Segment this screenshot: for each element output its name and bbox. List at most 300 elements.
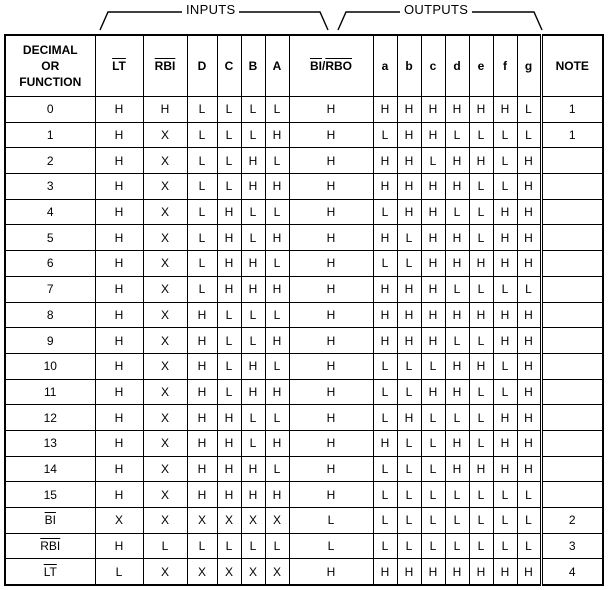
table-cell: L [397,508,421,534]
table-cell: L [493,276,517,302]
table-cell: L [217,302,241,328]
table-cell: H [421,174,445,200]
table-cell: H [187,456,217,482]
table-cell: L [517,276,541,302]
table-cell: H [95,533,143,559]
table-cell: H [517,251,541,277]
table-cell: L [445,122,469,148]
table-cell: L [445,405,469,431]
table-cell: L [517,508,541,534]
f-output-header: f [493,35,517,97]
table-row [5,559,603,585]
c-output-header: c [421,35,445,97]
table-cell: L [493,379,517,405]
table-cell: L [445,199,469,225]
table-cell: H [289,482,373,508]
table-cell: H [241,148,265,174]
table-cell: X [143,302,187,328]
table-cell: L [397,482,421,508]
row-label: 2 [5,148,95,174]
table-cell: H [421,97,445,123]
table-cell: H [289,456,373,482]
table-cell: L [469,174,493,200]
table-cell: H [445,174,469,200]
table-cell: L [95,559,143,585]
table-cell: L [265,251,289,277]
table-cell: X [143,405,187,431]
table-cell: L [373,456,397,482]
table-cell: L [373,405,397,431]
bi-rbo-header: $\overline{BI}/\overline{RBO}$ [289,35,373,97]
table-cell: L [217,148,241,174]
note-cell [541,199,603,225]
table-cell: L [421,482,445,508]
note-cell [541,251,603,277]
table-cell: L [241,533,265,559]
row-label: 3 [5,174,95,200]
table-row [5,225,603,251]
table-cell: H [445,353,469,379]
table-cell: H [469,148,493,174]
table-cell: L [187,276,217,302]
b-output-header: b [397,35,421,97]
table-cell: X [143,353,187,379]
table-cell: L [469,482,493,508]
truth-table [4,34,604,586]
table-cell: L [493,533,517,559]
rbi-header: $\overline{RBI}$ [143,35,187,97]
table-cell: H [265,482,289,508]
table-cell: H [397,174,421,200]
table-cell: X [143,148,187,174]
table-cell: L [421,405,445,431]
row-label: 8 [5,302,95,328]
row-label: 1 [5,122,95,148]
table-cell: H [187,405,217,431]
d-input-header: D [187,35,217,97]
table-cell: H [517,456,541,482]
table-cell: H [241,174,265,200]
note-cell: 1 [541,122,603,148]
table-cell: L [421,148,445,174]
table-cell: H [217,199,241,225]
table-row [5,533,603,559]
table-cell: H [421,225,445,251]
table-cell: H [289,430,373,456]
table-cell: H [289,199,373,225]
table-cell: H [265,122,289,148]
table-cell: X [143,251,187,277]
table-cell: L [187,225,217,251]
table-row [5,199,603,225]
table-cell: H [95,174,143,200]
table-cell: H [397,328,421,354]
table-cell: L [445,533,469,559]
table-cell: X [265,559,289,585]
table-cell: L [373,508,397,534]
truth-table-body [5,97,603,586]
table-cell: L [397,533,421,559]
table-cell: H [397,122,421,148]
row-label: 14 [5,456,95,482]
table-cell: H [265,174,289,200]
table-cell: H [517,225,541,251]
table-cell: L [421,533,445,559]
table-cell: H [493,430,517,456]
table-cell: L [241,122,265,148]
note-cell [541,456,603,482]
table-cell: H [289,302,373,328]
lt-header: $\overline{LT}$ [95,35,143,97]
table-cell: L [517,122,541,148]
note-cell: 4 [541,559,603,585]
table-cell: X [143,482,187,508]
table-cell: H [187,302,217,328]
table-cell: H [289,122,373,148]
table-cell: H [517,199,541,225]
table-cell: X [143,225,187,251]
table-cell: L [187,122,217,148]
b-input-header: B [241,35,265,97]
table-cell: H [469,353,493,379]
table-row [5,405,603,431]
table-cell: L [265,353,289,379]
note-cell [541,276,603,302]
table-cell: L [373,533,397,559]
header-row [5,35,603,97]
note-cell [541,328,603,354]
table-cell: H [373,97,397,123]
table-cell: H [95,456,143,482]
table-cell: H [421,302,445,328]
table-cell: X [143,559,187,585]
table-row [5,508,603,534]
row-label: 6 [5,251,95,277]
table-cell: H [517,430,541,456]
table-cell: H [95,353,143,379]
table-cell: L [187,251,217,277]
row-label: 0 [5,97,95,123]
table-cell: L [397,456,421,482]
table-cell: H [493,559,517,585]
table-cell: L [493,353,517,379]
table-row [5,276,603,302]
table-cell: H [265,328,289,354]
note-cell: 2 [541,508,603,534]
row-label: 9 [5,328,95,354]
table-cell: L [445,328,469,354]
table-cell: L [373,251,397,277]
table-cell: L [421,353,445,379]
table-cell: L [517,533,541,559]
table-cell: L [265,199,289,225]
table-cell: L [397,353,421,379]
table-row [5,353,603,379]
table-cell: H [187,379,217,405]
table-cell: H [517,328,541,354]
row-label: 13 [5,430,95,456]
table-cell: L [143,533,187,559]
table-cell: L [265,533,289,559]
table-cell: H [95,405,143,431]
table-cell: X [95,508,143,534]
table-row [5,430,603,456]
decimal-function-header: DECIMAL OR FUNCTION [5,35,95,97]
row-label: $\overline{RBI}$ [5,533,95,559]
table-cell: H [517,148,541,174]
table-cell: H [217,456,241,482]
table-cell: H [469,97,493,123]
table-cell: L [373,353,397,379]
table-cell: L [373,122,397,148]
table-cell: L [241,328,265,354]
row-label: 12 [5,405,95,431]
table-cell: H [493,199,517,225]
note-cell [541,379,603,405]
table-cell: H [517,559,541,585]
table-cell: L [469,225,493,251]
table-cell: H [289,379,373,405]
table-cell: X [143,174,187,200]
table-cell: H [493,328,517,354]
table-cell: H [217,251,241,277]
table-cell: H [95,199,143,225]
table-cell: L [265,302,289,328]
table-cell: H [289,328,373,354]
table-cell: H [421,559,445,585]
row-label: 7 [5,276,95,302]
note-header: NOTE [541,35,603,97]
table-cell: L [241,302,265,328]
table-cell: L [493,174,517,200]
d-output-header: d [445,35,469,97]
table-cell: L [469,199,493,225]
table-cell: H [241,456,265,482]
table-row [5,328,603,354]
table-cell: H [445,148,469,174]
a-input-header: A [265,35,289,97]
table-cell: H [493,225,517,251]
table-cell: L [241,430,265,456]
note-cell [541,353,603,379]
table-cell: H [187,353,217,379]
note-cell: 1 [541,97,603,123]
table-cell: L [397,379,421,405]
table-cell: H [445,97,469,123]
table-cell: L [469,328,493,354]
table-cell: L [493,148,517,174]
table-cell: X [143,430,187,456]
table-row [5,97,603,123]
table-cell: H [217,430,241,456]
g-output-header: g [517,35,541,97]
table-cell: H [265,225,289,251]
table-row [5,148,603,174]
table-row [5,302,603,328]
table-cell: X [217,508,241,534]
table-cell: H [289,148,373,174]
table-cell: L [187,199,217,225]
table-cell: L [373,379,397,405]
table-cell: L [517,482,541,508]
table-cell: L [493,482,517,508]
table-cell: L [469,122,493,148]
table-cell: L [397,430,421,456]
table-row [5,174,603,200]
table-cell: H [445,251,469,277]
table-cell: L [373,199,397,225]
table-cell: L [445,508,469,534]
note-cell [541,430,603,456]
note-cell [541,148,603,174]
table-cell: H [95,276,143,302]
table-cell: H [397,405,421,431]
table-cell: H [445,456,469,482]
table-cell: H [445,430,469,456]
table-cell: H [517,174,541,200]
table-cell: H [469,559,493,585]
table-cell: H [493,302,517,328]
table-cell: H [517,353,541,379]
table-cell: H [421,276,445,302]
table-cell: L [265,405,289,431]
table-row [5,251,603,277]
note-cell [541,225,603,251]
row-label: $\overline{LT}$ [5,559,95,585]
table-cell: H [289,559,373,585]
table-cell: X [143,456,187,482]
table-cell: H [397,302,421,328]
table-cell: H [469,302,493,328]
table-cell: L [289,508,373,534]
table-cell: X [143,328,187,354]
table-cell: H [373,559,397,585]
table-cell: H [95,97,143,123]
table-cell: X [143,122,187,148]
table-row [5,122,603,148]
table-cell: L [421,430,445,456]
table-row [5,456,603,482]
table-cell: L [217,353,241,379]
table-cell: H [95,430,143,456]
table-cell: L [217,97,241,123]
table-cell: H [217,405,241,431]
table-cell: L [517,97,541,123]
a-output-header: a [373,35,397,97]
row-label: 15 [5,482,95,508]
table-cell: H [397,276,421,302]
table-cell: L [469,533,493,559]
table-cell: X [187,559,217,585]
table-cell: H [517,302,541,328]
table-cell: L [187,174,217,200]
table-cell: L [493,122,517,148]
table-cell: L [289,533,373,559]
table-cell: X [241,508,265,534]
table-cell: L [217,533,241,559]
table-cell: H [217,482,241,508]
table-cell: H [95,302,143,328]
table-cell: H [143,97,187,123]
table-cell: H [241,276,265,302]
table-cell: L [217,122,241,148]
table-cell: H [397,148,421,174]
table-cell: H [469,251,493,277]
table-cell: L [373,482,397,508]
table-cell: L [241,225,265,251]
table-cell: H [421,122,445,148]
table-cell: L [265,148,289,174]
table-cell: L [241,97,265,123]
inputs-group-header [98,0,330,34]
table-cell: H [397,559,421,585]
table-cell: L [469,508,493,534]
table-cell: X [265,508,289,534]
table-cell: H [493,251,517,277]
note-cell [541,482,603,508]
table-cell: L [241,405,265,431]
table-cell: H [95,379,143,405]
table-cell: H [445,302,469,328]
table-cell: H [289,225,373,251]
table-cell: H [517,379,541,405]
table-cell: H [373,276,397,302]
table-cell: L [397,251,421,277]
table-cell: H [289,251,373,277]
table-cell: H [217,225,241,251]
table-cell: H [289,174,373,200]
table-cell: L [217,379,241,405]
table-cell: H [421,251,445,277]
table-cell: H [95,328,143,354]
row-label: $\overline{BI}$ [5,508,95,534]
c-input-header: C [217,35,241,97]
row-label: 5 [5,225,95,251]
table-cell: H [373,430,397,456]
table-cell: H [421,328,445,354]
table-cell: H [289,276,373,302]
table-cell: H [397,199,421,225]
table-row [5,482,603,508]
table-cell: X [241,559,265,585]
table-cell: L [187,148,217,174]
table-cell: H [397,97,421,123]
table-cell: L [469,379,493,405]
table-cell: H [421,379,445,405]
table-cell: H [517,405,541,431]
note-cell [541,302,603,328]
row-label: 10 [5,353,95,379]
table-cell: H [289,97,373,123]
outputs-label: OUTPUTS [400,2,472,17]
table-cell: L [469,430,493,456]
table-cell: H [493,456,517,482]
table-cell: H [289,405,373,431]
table-cell: H [95,122,143,148]
table-cell: H [241,251,265,277]
table-cell: L [187,97,217,123]
table-cell: H [265,276,289,302]
table-cell: H [265,430,289,456]
table-cell: H [493,97,517,123]
table-cell: H [289,353,373,379]
table-cell: H [95,251,143,277]
table-cell: L [469,405,493,431]
note-cell: 3 [541,533,603,559]
table-cell: H [373,148,397,174]
table-cell: H [469,456,493,482]
table-cell: H [241,482,265,508]
